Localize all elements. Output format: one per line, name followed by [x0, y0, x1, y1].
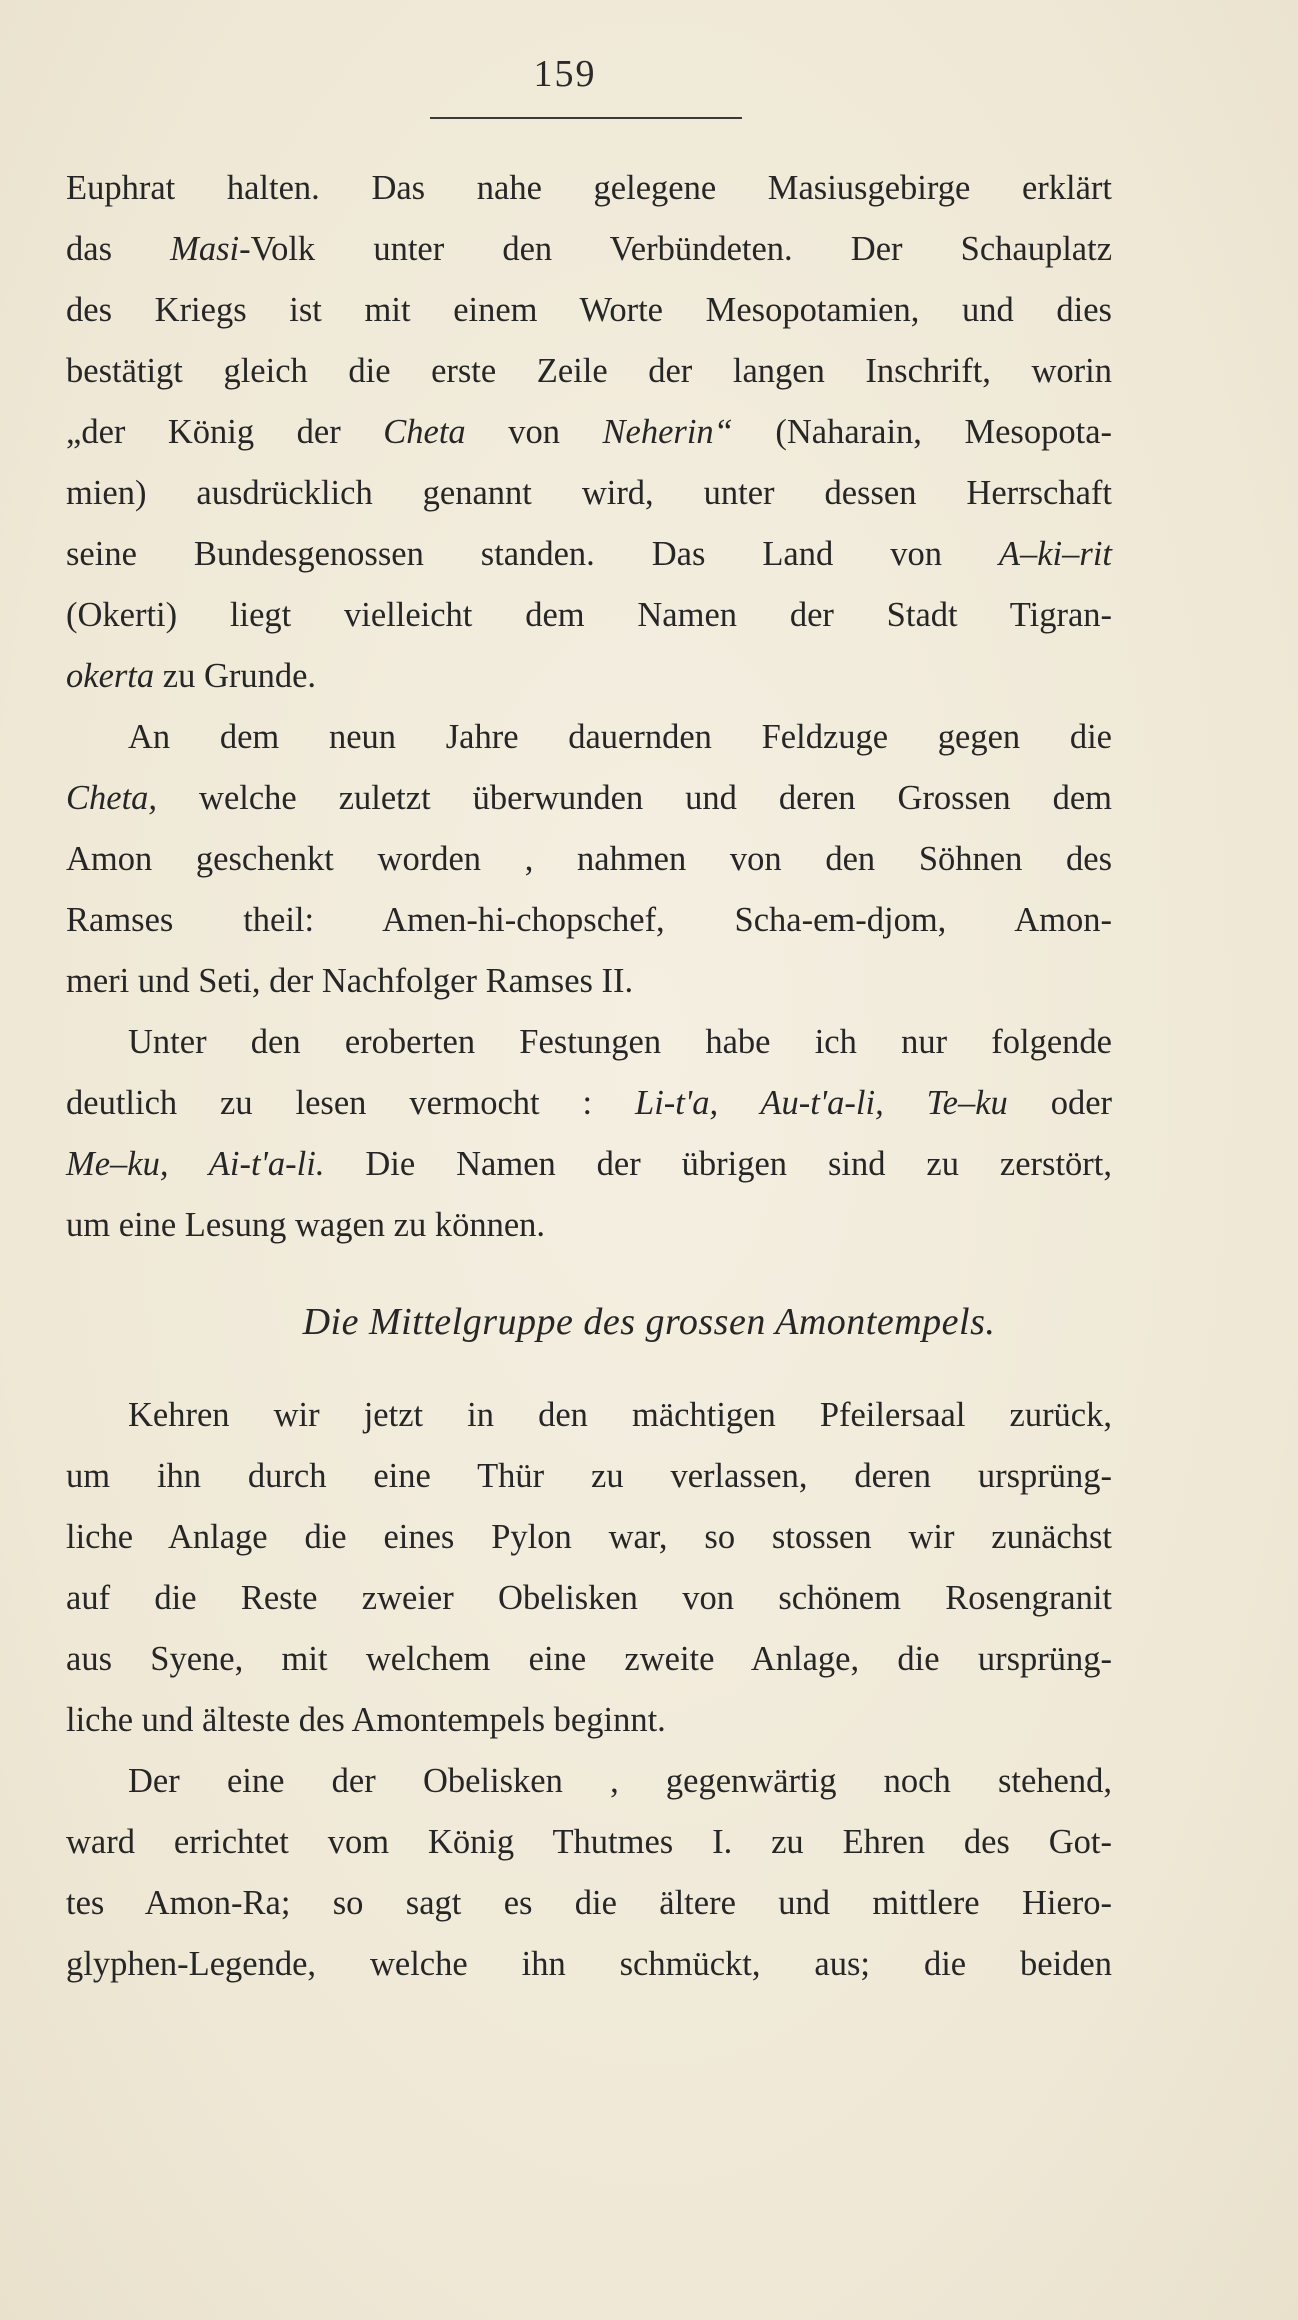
- text-run: von: [465, 413, 603, 451]
- italic-text-run: okerta: [66, 657, 155, 695]
- text-line: [66, 1751, 1112, 1812]
- italic-text-run: Neherin“: [602, 413, 733, 451]
- italic-text-run: Me–ku, Ai-t'a-li.: [66, 1145, 325, 1183]
- text-run: Unter den eroberten Festungen habe ich nur folgende: [128, 1023, 1112, 1061]
- text-run: Amon geschenkt worden , nahmen von den Söhnen des: [66, 840, 1112, 878]
- text-run: welche zuletzt überwunden und deren Grossen dem: [157, 779, 1112, 817]
- text-line: [66, 463, 1112, 524]
- text-line: [66, 1012, 1112, 1073]
- italic-text-run: Masi: [170, 230, 240, 268]
- text-run: liche Anlage die eines Pylon war, so stossen wir zunächst: [66, 1518, 1112, 1556]
- text-line: [66, 585, 1112, 646]
- italic-text-run: Li-t'a, Au-t'a-li, Te–ku: [635, 1084, 1008, 1122]
- text-run: glyphen-Legende, welche ihn schmückt, aus; die beiden: [66, 1945, 1112, 1983]
- paragraph-3: [66, 1012, 1112, 1256]
- text-line: [66, 280, 1112, 341]
- text-run: zu Grunde.: [154, 657, 317, 695]
- text-run: Ramses theil: Amen-hi-chopschef, Scha-em-djom, Amon-: [66, 901, 1112, 939]
- italic-text-run: Cheta: [383, 413, 466, 451]
- text-run: liche und älteste des Amontempels beginnt.: [66, 1701, 666, 1739]
- text-line: [66, 890, 1112, 951]
- text-run: Die Namen der übrigen sind zu zerstört,: [324, 1145, 1112, 1183]
- section-heading: Die Mittelgruppe des grossen Amontempels.: [302, 1301, 996, 1343]
- text-run: Euphrat halten. Das nahe gelegene Masiusgebirge erklärt: [66, 169, 1112, 207]
- text-line: [66, 951, 1112, 1012]
- text-run: mien) ausdrücklich genannt wird, unter dessen Herrschaft: [66, 474, 1112, 512]
- text-line: [66, 524, 1112, 585]
- text-line: [66, 1629, 1112, 1690]
- text-run: deutlich zu lesen vermocht :: [66, 1084, 636, 1122]
- italic-text-run: Cheta,: [66, 779, 158, 817]
- text-run: (Okerti) liegt vielleicht dem Namen der Stadt Tigran-: [66, 596, 1112, 634]
- italic-text-run: A–ki–rit: [998, 535, 1112, 573]
- text-line: [66, 1507, 1112, 1568]
- text-run: tes Amon-Ra; so sagt es die ältere und mittlere Hiero-: [66, 1884, 1112, 1922]
- text-run: aus Syene, mit welchem eine zweite Anlage, die ursprüng-: [66, 1640, 1112, 1678]
- page-number: 159: [533, 53, 597, 95]
- paragraph-5: [66, 1751, 1112, 1995]
- text-line: [66, 1690, 1112, 1751]
- text-line: [66, 158, 1112, 219]
- paragraph-2: [66, 707, 1112, 1012]
- text-line: [66, 219, 1112, 280]
- text-run: bestätigt gleich die erste Zeile der langen Inschrift, worin: [66, 352, 1112, 390]
- text-run: oder: [1007, 1084, 1112, 1122]
- text-line: [66, 341, 1112, 402]
- paragraph-4: [66, 1385, 1112, 1751]
- text-run: „der König der: [66, 413, 384, 451]
- text-run: Der eine der Obelisken , gegenwärtig noch stehend,: [128, 1762, 1112, 1800]
- text-run: meri und Seti, der Nachfolger Ramses II.: [66, 962, 634, 1000]
- paragraph-1: [66, 158, 1112, 707]
- text-line: [66, 707, 1112, 768]
- text-run: -Volk unter den Verbündeten. Der Schauplatz: [239, 230, 1113, 268]
- text-line: [66, 1446, 1112, 1507]
- text-line: [66, 1873, 1112, 1934]
- text-line: [66, 1073, 1112, 1134]
- text-line: [66, 402, 1112, 463]
- text-run: das: [66, 230, 171, 268]
- text-run: ward errichtet vom König Thutmes I. zu Ehren des Got-: [66, 1823, 1112, 1861]
- text-line: [66, 1812, 1112, 1873]
- text-line: [66, 1195, 1112, 1256]
- header-rule: [430, 117, 742, 119]
- text-run: seine Bundesgenossen standen. Das Land von: [66, 535, 999, 573]
- text-run: des Kriegs ist mit einem Worte Mesopotamien, und dies: [66, 291, 1112, 329]
- text-line: [66, 1385, 1112, 1446]
- text-run: An dem neun Jahre dauernden Feldzuge gegen die: [128, 718, 1112, 756]
- text-line: [66, 1568, 1112, 1629]
- text-run: (Naharain, Mesopota-: [732, 413, 1112, 451]
- text-run: um eine Lesung wagen zu können.: [66, 1206, 546, 1244]
- text-line: [66, 1934, 1112, 1995]
- text-line: [66, 768, 1112, 829]
- text-line: [66, 1134, 1112, 1195]
- text-run: Kehren wir jetzt in den mächtigen Pfeilersaal zurück,: [128, 1396, 1112, 1434]
- text-run: auf die Reste zweier Obelisken von schönem Rosengranit: [66, 1579, 1112, 1617]
- text-line: [66, 646, 1112, 707]
- text-run: um ihn durch eine Thür zu verlassen, deren ursprüng-: [66, 1457, 1112, 1495]
- text-line: [66, 829, 1112, 890]
